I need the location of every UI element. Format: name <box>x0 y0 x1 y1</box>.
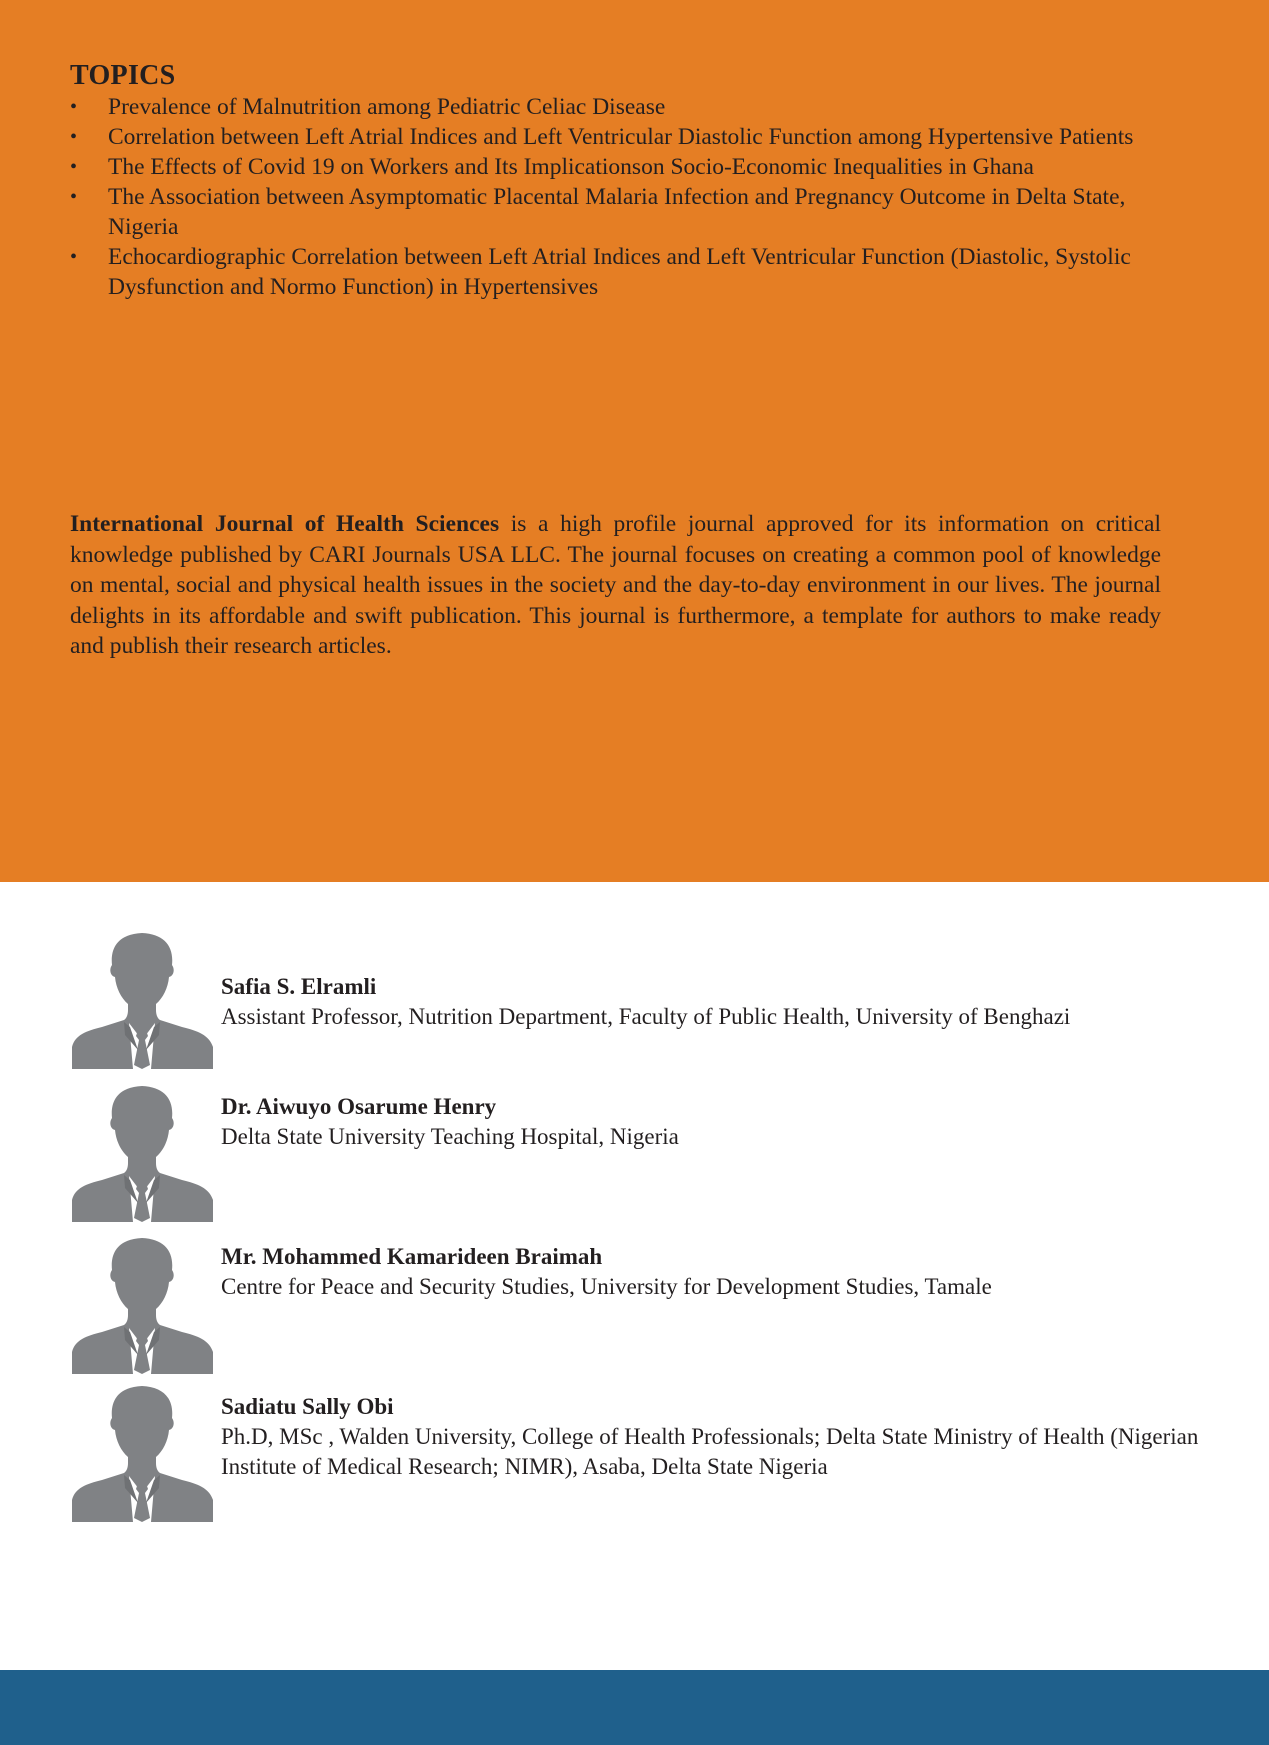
person-silhouette-icon <box>72 1385 213 1522</box>
topic-text: Correlation between Left Atrial Indices and Left Ventricular Diastolic Function among Hypertensive Patients <box>108 124 1134 150</box>
author-affiliation: Centre for Peace and Security Studies, University for Development Studies, Tamale <box>221 1274 992 1299</box>
author-name: Safia S. Elramli <box>221 974 377 999</box>
author-affiliation: Assistant Professor, Nutrition Department, Faculty of Public Health, University of Benghazi <box>221 1004 1071 1029</box>
author-affiliation: Ph.D, MSc , Walden University, College of Health Professionals; Delta State Ministry of Health (Nigerian Institute of Medical Research; NIMR), Asaba, Delta State Nigeria <box>221 1424 1199 1479</box>
author-info <box>221 1242 1221 1302</box>
topic-text: Echocardiographic Correlation between Left Atrial Indices and Left Ventricular Function (Diastolic, Systolic Dysfunction and Normo Function) in Hypertensives <box>108 244 1131 300</box>
author-entry <box>72 1237 1192 1377</box>
bullet-icon: • <box>70 186 78 208</box>
topic-item <box>70 92 1160 122</box>
topics-list <box>70 92 1160 302</box>
topic-item <box>70 122 1160 152</box>
bullet-icon: • <box>70 126 78 148</box>
journal-name: International Journal of Health Sciences <box>70 511 500 537</box>
author-name: Sadiatu Sally Obi <box>221 1394 394 1419</box>
topic-text: The Association between Asymptomatic Placental Malaria Infection and Pregnancy Outcome in Delta State, Nigeria <box>108 184 1126 240</box>
author-name: Mr. Mohammed Kamarideen Braimah <box>221 1244 603 1269</box>
journal-description <box>70 509 1161 662</box>
topic-text: The Effects of Covid 19 on Workers and Its Implicationson Socio-Economic Inequalities in Ghana <box>108 154 1034 180</box>
person-silhouette-icon <box>72 932 213 1069</box>
topic-text: Prevalence of Malnutrition among Pediatric Celiac Disease <box>108 94 666 120</box>
author-entry <box>72 932 1192 1072</box>
author-info <box>221 1092 1221 1152</box>
person-silhouette-icon <box>72 1085 213 1222</box>
topics-heading: TOPICS <box>70 60 176 91</box>
author-info <box>221 972 1221 1032</box>
topic-item <box>70 152 1160 182</box>
journal-description-text: is a high profile journal approved for its information on critical knowledge published by CARI Journals USA LLC. The journal focuses on creating a common pool of knowledge on mental, social and physical health issues in the society and the day-to-day environment in our lives. The journal delights in its affordable and swift publication. This journal is furthermore, a template for authors to make ready and publish their research articles. <box>70 511 1161 659</box>
topic-item <box>70 242 1160 302</box>
topic-item <box>70 182 1160 242</box>
author-affiliation: Delta State University Teaching Hospital, Nigeria <box>221 1124 679 1149</box>
author-entry <box>72 1085 1192 1225</box>
author-name: Dr. Aiwuyo Osarume Henry <box>221 1094 497 1119</box>
bullet-icon: • <box>70 156 78 178</box>
footer-band <box>0 1670 1269 1745</box>
bullet-icon: • <box>70 246 78 268</box>
person-silhouette-icon <box>72 1237 213 1374</box>
bullet-icon: • <box>70 96 78 118</box>
author-info <box>221 1392 1221 1482</box>
author-entry <box>72 1385 1199 1525</box>
